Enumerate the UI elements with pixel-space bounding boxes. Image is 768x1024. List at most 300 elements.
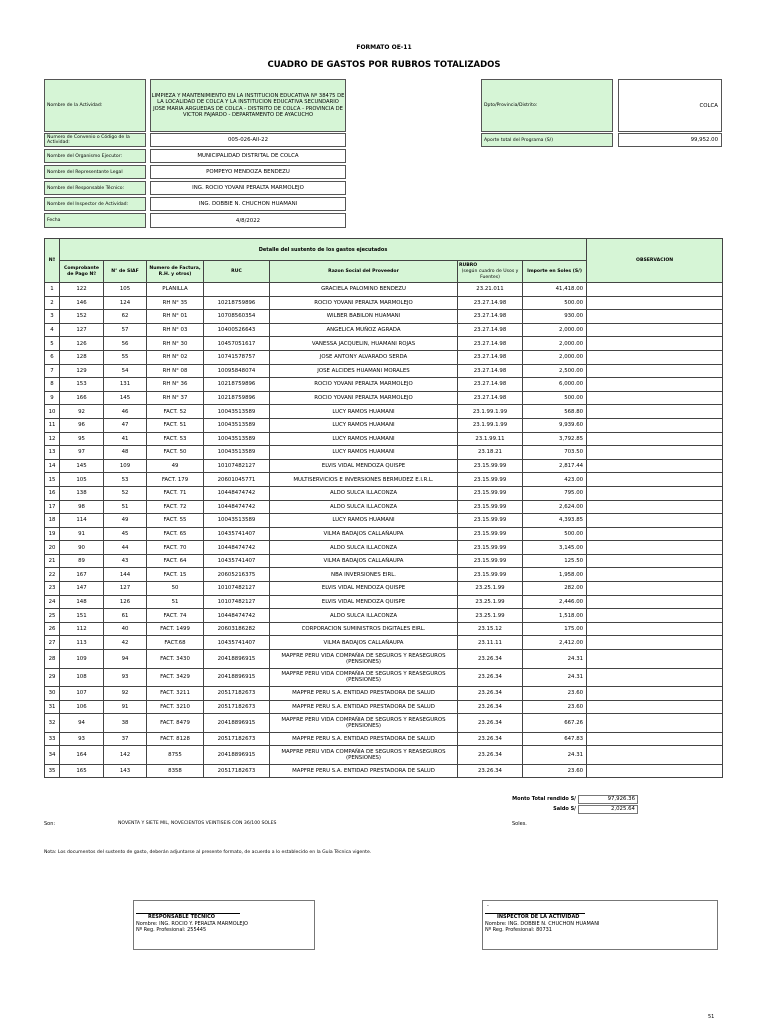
note: Nota: Los documentos del sustento de gasto, deberán adjuntarse al presente formato, de acuerdo a lo establecido en la Guía Técnica vigente.: [44, 850, 372, 855]
table-row: [45, 568, 723, 582]
cell-comprobante: 107: [60, 687, 104, 701]
signature-left-box: [133, 900, 315, 950]
cell-razon: JOSE ALCIDES HUAMANI MORALES: [270, 364, 458, 378]
cell-factura: FACT. 50: [147, 446, 204, 460]
cell-importe: 175.00: [523, 622, 587, 636]
cell-comprobante: 145: [60, 459, 104, 473]
cell-ruc: [204, 283, 270, 297]
cell-n: 2: [45, 296, 60, 310]
cell-rubro: 23.15.99.99: [458, 473, 523, 487]
signature-right-reg: Nº Reg. Profesional: 80731: [485, 927, 552, 933]
table-row: [45, 459, 723, 473]
col-importe-header: Importe en Soles (S/): [523, 261, 587, 283]
cell-importe: 24.31: [523, 668, 587, 687]
son-suffix: Soles.: [512, 821, 527, 827]
cell-comprobante: 94: [60, 714, 104, 733]
cell-comprobante: 152: [60, 310, 104, 324]
cell-observacion: [587, 391, 723, 405]
cell-rubro: 23.1.99.1.99: [458, 418, 523, 432]
table-row: [45, 310, 723, 324]
cell-razon: GRACIELA PALOMINO BENDEZU: [270, 283, 458, 297]
cell-ruc: 10043513589: [204, 446, 270, 460]
cell-n: 4: [45, 323, 60, 337]
cell-comprobante: 166: [60, 391, 104, 405]
cell-observacion: [587, 687, 723, 701]
cell-observacion: [587, 283, 723, 297]
cell-observacion: [587, 459, 723, 473]
cell-factura: FACT.68: [147, 636, 204, 650]
cell-razon: MAPFRE PERU VIDA COMPAÑIA DE SEGUROS Y REASEGUROS (PENSIONES): [270, 668, 458, 687]
cell-siaf: 41: [104, 432, 147, 446]
cell-observacion: [587, 714, 723, 733]
cell-importe: 23.60: [523, 700, 587, 714]
cell-rubro: 23.27.14.98: [458, 337, 523, 351]
cell-comprobante: 128: [60, 350, 104, 364]
cell-razon: MAPFRE PERU S.A. ENTIDAD PRESTADORA DE SALUD: [270, 732, 458, 746]
cell-rubro: 23.15.99.99: [458, 486, 523, 500]
cell-rubro: 23.26.34: [458, 746, 523, 765]
cell-observacion: [587, 337, 723, 351]
representante-label: Nombre del Representante Legal: [44, 165, 146, 179]
cell-rubro: 23.27.14.98: [458, 364, 523, 378]
cell-factura: FACT. 15: [147, 568, 204, 582]
representante-value: POMPEYO MENDOZA BENDEZU: [150, 165, 346, 179]
cell-n: 30: [45, 687, 60, 701]
cell-ruc: 20517182673: [204, 687, 270, 701]
cell-rubro: 23.27.14.98: [458, 350, 523, 364]
cell-importe: 6,000.00: [523, 378, 587, 392]
cell-ruc: 10043513589: [204, 418, 270, 432]
fecha-value: 4/8/2022: [150, 213, 346, 228]
cell-observacion: [587, 323, 723, 337]
cell-importe: 795.00: [523, 486, 587, 500]
cell-comprobante: 91: [60, 527, 104, 541]
table-row: [45, 527, 723, 541]
cell-observacion: [587, 527, 723, 541]
col-rubro-sub: (según cuadro de Usos y Fuentes): [461, 268, 519, 280]
cell-razon: MAPFRE PERU VIDA COMPAÑIA DE SEGUROS Y REASEGUROS (PENSIONES): [270, 714, 458, 733]
cell-siaf: 44: [104, 541, 147, 555]
cell-razon: MAPFRE PERU VIDA COMPAÑIA DE SEGUROS Y REASEGUROS (PENSIONES): [270, 746, 458, 765]
cell-ruc: 20603186282: [204, 622, 270, 636]
cell-n: 35: [45, 764, 60, 778]
convenio-value: 005-026-AII-22: [150, 133, 346, 147]
cell-factura: FACT. 72: [147, 500, 204, 514]
cell-ruc: 10448474742: [204, 500, 270, 514]
cell-siaf: 145: [104, 391, 147, 405]
cell-ruc: 10218759896: [204, 296, 270, 310]
cell-rubro: 23.27.14.98: [458, 310, 523, 324]
cell-ruc: 20517182673: [204, 764, 270, 778]
cell-comprobante: 126: [60, 337, 104, 351]
cell-siaf: 144: [104, 568, 147, 582]
cell-comprobante: 90: [60, 541, 104, 555]
cell-rubro: 23.15.99.99: [458, 541, 523, 555]
cell-ruc: 20418896915: [204, 650, 270, 669]
cell-factura: FACT. 55: [147, 514, 204, 528]
cell-razon: LUCY RAMOS HUAMANI: [270, 446, 458, 460]
cell-observacion: [587, 541, 723, 555]
signature-left-title: RESPONSABLE TECNICO: [148, 914, 216, 920]
cell-importe: 2,500.00: [523, 364, 587, 378]
cell-rubro: 23.26.34: [458, 687, 523, 701]
table-row: [45, 486, 723, 500]
cell-rubro: 23.15.99.99: [458, 568, 523, 582]
cell-siaf: 42: [104, 636, 147, 650]
cell-ruc: 20517182673: [204, 732, 270, 746]
cell-razon: ALDO SULCA ILLACONZA: [270, 500, 458, 514]
cell-razon: ELVIS VIDAL MENDOZA QUISPE: [270, 582, 458, 596]
activity-label: Nombre de la Actividad:: [44, 79, 146, 132]
cell-ruc: 10043513589: [204, 514, 270, 528]
table-row: [45, 514, 723, 528]
cell-rubro: 23.15.12: [458, 622, 523, 636]
cell-razon: ALDO SULCA ILLACONZA: [270, 486, 458, 500]
cell-observacion: [587, 746, 723, 765]
cell-importe: 23.60: [523, 764, 587, 778]
cell-factura: RH N° 03: [147, 323, 204, 337]
cell-razon: LUCY RAMOS HUAMANI: [270, 418, 458, 432]
cell-observacion: [587, 296, 723, 310]
cell-observacion: [587, 668, 723, 687]
cell-factura: RH N° 08: [147, 364, 204, 378]
cell-importe: 3,792.85: [523, 432, 587, 446]
cell-factura: FACT. 3429: [147, 668, 204, 687]
cell-factura: FACT. 8479: [147, 714, 204, 733]
table-row: [45, 746, 723, 765]
cell-siaf: 91: [104, 700, 147, 714]
cell-observacion: [587, 350, 723, 364]
cell-importe: 568.80: [523, 405, 587, 419]
cell-comprobante: 92: [60, 405, 104, 419]
table-row: [45, 700, 723, 714]
cell-ruc: 10400526643: [204, 323, 270, 337]
monto-total-label: Monto Total rendido S/: [512, 796, 576, 802]
saldo-value: 2,025.64: [578, 805, 638, 814]
cell-comprobante: 164: [60, 746, 104, 765]
cell-comprobante: 151: [60, 609, 104, 623]
cell-importe: 282.00: [523, 582, 587, 596]
cell-siaf: 93: [104, 668, 147, 687]
cell-factura: FACT. 3430: [147, 650, 204, 669]
cell-observacion: [587, 568, 723, 582]
cell-n: 9: [45, 391, 60, 405]
format-code: FORMATO OE-11: [356, 44, 412, 51]
cell-ruc: 10435741407: [204, 636, 270, 650]
cell-comprobante: 147: [60, 582, 104, 596]
cell-factura: PLANILLA: [147, 283, 204, 297]
cell-importe: 1,518.00: [523, 609, 587, 623]
cell-siaf: 124: [104, 296, 147, 310]
cell-ruc: 10218759896: [204, 378, 270, 392]
cell-observacion: [587, 514, 723, 528]
cell-n: 6: [45, 350, 60, 364]
expenses-table: [44, 238, 723, 778]
cell-comprobante: 113: [60, 636, 104, 650]
cell-importe: 1,958.00: [523, 568, 587, 582]
monto-total-value: 97,926.36: [578, 795, 638, 804]
aporte-value: 99,952.00: [618, 133, 722, 147]
cell-razon: LUCY RAMOS HUAMANI: [270, 405, 458, 419]
cell-rubro: 23.15.99.99: [458, 554, 523, 568]
cell-factura: FACT. 70: [147, 541, 204, 555]
cell-importe: 500.00: [523, 296, 587, 310]
cell-razon: JOSE ANTONY ALVARADO SERDA: [270, 350, 458, 364]
cell-razon: MAPFRE PERU VIDA COMPAÑIA DE SEGUROS Y REASEGUROS (PENSIONES): [270, 650, 458, 669]
cell-rubro: 23.15.99.99: [458, 527, 523, 541]
col-ruc-header: RUC: [204, 261, 270, 283]
cell-razon: ROCIO YOVANI PERALTA MARMOLEJO: [270, 378, 458, 392]
cell-n: 1: [45, 283, 60, 297]
cell-rubro: 23.25.1.99: [458, 595, 523, 609]
cell-n: 21: [45, 554, 60, 568]
cell-factura: FACT. 65: [147, 527, 204, 541]
cell-siaf: 51: [104, 500, 147, 514]
fecha-label: Fecha: [44, 213, 146, 228]
cell-razon: MULTISERVICIOS E INVERSIONES BERMUDEZ E.I.R.L.: [270, 473, 458, 487]
cell-razon: MAPFRE PERU S.A. ENTIDAD PRESTADORA DE SALUD: [270, 764, 458, 778]
page-number: 51: [708, 1014, 715, 1020]
cell-rubro: 23.26.34: [458, 668, 523, 687]
cell-importe: 23.60: [523, 687, 587, 701]
cell-n: 18: [45, 514, 60, 528]
cell-siaf: 49: [104, 514, 147, 528]
table-row: [45, 405, 723, 419]
cell-rubro: 23.25.1.99: [458, 582, 523, 596]
cell-comprobante: 105: [60, 473, 104, 487]
cell-factura: RH N° 37: [147, 391, 204, 405]
cell-importe: 2,412.00: [523, 636, 587, 650]
table-row: [45, 636, 723, 650]
cell-n: 3: [45, 310, 60, 324]
table-row: [45, 582, 723, 596]
cell-factura: FACT. 1499: [147, 622, 204, 636]
cell-importe: 2,000.00: [523, 350, 587, 364]
table-row: [45, 500, 723, 514]
cell-siaf: 37: [104, 732, 147, 746]
cell-rubro: 23.26.34: [458, 650, 523, 669]
saldo-label: Saldo S/: [553, 806, 576, 812]
cell-rubro: 23.26.34: [458, 700, 523, 714]
cell-factura: FACT. 51: [147, 418, 204, 432]
cell-rubro: 23.1.99.1.99: [458, 405, 523, 419]
cell-siaf: 62: [104, 310, 147, 324]
cell-comprobante: 93: [60, 732, 104, 746]
cell-rubro: 23.26.34: [458, 764, 523, 778]
cell-n: 12: [45, 432, 60, 446]
cell-importe: 423.00: [523, 473, 587, 487]
signature-right-name: Nombre: ING. DOBBIE N. CHUCHON HUAMANI: [485, 921, 600, 927]
organismo-label: Nombre del Organismo Ejecutor:: [44, 149, 146, 163]
cell-factura: 49: [147, 459, 204, 473]
cell-observacion: [587, 764, 723, 778]
cell-n: 10: [45, 405, 60, 419]
cell-razon: ALDO SULCA ILLACONZA: [270, 609, 458, 623]
cell-ruc: 20517182673: [204, 700, 270, 714]
cell-comprobante: 89: [60, 554, 104, 568]
cell-observacion: [587, 418, 723, 432]
table-row: [45, 650, 723, 669]
cell-rubro: 23.21.011: [458, 283, 523, 297]
cell-ruc: 10043513589: [204, 405, 270, 419]
cell-comprobante: 98: [60, 500, 104, 514]
cell-n: 26: [45, 622, 60, 636]
cell-comprobante: 109: [60, 650, 104, 669]
cell-siaf: 131: [104, 378, 147, 392]
cell-rubro: 23.26.34: [458, 732, 523, 746]
cell-siaf: 38: [104, 714, 147, 733]
cell-siaf: 105: [104, 283, 147, 297]
cell-factura: RH N° 01: [147, 310, 204, 324]
cell-ruc: 10448474742: [204, 486, 270, 500]
responsable-label: Nombre del Responsable Técnico:: [44, 181, 146, 195]
cell-factura: FACT. 64: [147, 554, 204, 568]
cell-siaf: 57: [104, 323, 147, 337]
cell-factura: RH N° 02: [147, 350, 204, 364]
cell-n: 32: [45, 714, 60, 733]
cell-razon: ANGELICA MUÑOZ AGRADA: [270, 323, 458, 337]
cell-observacion: [587, 500, 723, 514]
cell-observacion: [587, 609, 723, 623]
cell-importe: 930.00: [523, 310, 587, 324]
cell-importe: 2,446.00: [523, 595, 587, 609]
cell-comprobante: 146: [60, 296, 104, 310]
table-row: [45, 609, 723, 623]
cell-siaf: 109: [104, 459, 147, 473]
cell-siaf: 56: [104, 337, 147, 351]
cell-siaf: 61: [104, 609, 147, 623]
table-row: [45, 732, 723, 746]
cell-razon: LUCY RAMOS HUAMANI: [270, 432, 458, 446]
cell-n: 17: [45, 500, 60, 514]
table-row: [45, 391, 723, 405]
cell-ruc: 10043513589: [204, 432, 270, 446]
cell-razon: MAPFRE PERU S.A. ENTIDAD PRESTADORA DE SALUD: [270, 687, 458, 701]
cell-factura: FACT. 74: [147, 609, 204, 623]
table-row: [45, 337, 723, 351]
table-row: [45, 418, 723, 432]
cell-rubro: 23.18.21: [458, 446, 523, 460]
col-factura-header: Numero de Factura, R.H. y otros): [147, 261, 204, 283]
cell-n: 34: [45, 746, 60, 765]
col-comprobante-header: Comprobante de Pago Nº: [60, 261, 104, 283]
table-row: [45, 668, 723, 687]
detalle-header: Detalle del sustento de los gastos ejecutados: [60, 239, 587, 261]
cell-observacion: [587, 732, 723, 746]
inspector-label: Nombre del Inspector de Actividad:: [44, 197, 146, 211]
cell-factura: 8755: [147, 746, 204, 765]
cell-razon: ROCIO YOVANI PERALTA MARMOLEJO: [270, 391, 458, 405]
cell-factura: FACT. 3210: [147, 700, 204, 714]
organismo-value: MUNICIPALIDAD DISTRITAL DE COLCA: [150, 149, 346, 163]
cell-importe: 2,000.00: [523, 337, 587, 351]
cell-ruc: 20605216375: [204, 568, 270, 582]
cell-ruc: 10708560354: [204, 310, 270, 324]
cell-ruc: 10095848074: [204, 364, 270, 378]
cell-rubro: 23.1.99.11: [458, 432, 523, 446]
cell-observacion: [587, 636, 723, 650]
son-label: Son:: [44, 821, 56, 827]
col-rubro-header: [458, 261, 523, 283]
table-row: [45, 296, 723, 310]
cell-siaf: 45: [104, 527, 147, 541]
cell-n: 29: [45, 668, 60, 687]
cell-observacion: [587, 700, 723, 714]
cell-ruc: 20418896915: [204, 714, 270, 733]
cell-importe: 4,393.85: [523, 514, 587, 528]
table-row: [45, 473, 723, 487]
cell-observacion: [587, 310, 723, 324]
table-row: [45, 541, 723, 555]
cell-ruc: 10107482127: [204, 459, 270, 473]
cell-factura: FACT. 179: [147, 473, 204, 487]
cell-ruc: 10448474742: [204, 609, 270, 623]
son-text: NOVENTA Y SIETE MIL, NOVECIENTOS VEINTISEIS CON 36/100 SOLES: [118, 821, 277, 826]
cell-ruc: 10741578757: [204, 350, 270, 364]
table-row: [45, 554, 723, 568]
cell-razon: LUCY RAMOS HUAMANI: [270, 514, 458, 528]
cell-siaf: 54: [104, 364, 147, 378]
cell-observacion: [587, 405, 723, 419]
cell-comprobante: 106: [60, 700, 104, 714]
cell-n: 13: [45, 446, 60, 460]
cell-rubro: 23.27.14.98: [458, 378, 523, 392]
cell-rubro: 23.25.1.99: [458, 609, 523, 623]
cell-ruc: 20418896915: [204, 668, 270, 687]
cell-comprobante: 153: [60, 378, 104, 392]
cell-rubro: 23.15.99.99: [458, 500, 523, 514]
table-row: [45, 323, 723, 337]
cell-n: 11: [45, 418, 60, 432]
cell-ruc: 10448474742: [204, 541, 270, 555]
cell-ruc: 10435741407: [204, 554, 270, 568]
table-row: [45, 378, 723, 392]
cell-comprobante: 114: [60, 514, 104, 528]
table-row: [45, 622, 723, 636]
cell-importe: 2,817.44: [523, 459, 587, 473]
cell-observacion: [587, 554, 723, 568]
cell-ruc: 10435741407: [204, 527, 270, 541]
signature-right-title: INSPECTOR DE LA ACTIVIDAD: [497, 914, 580, 920]
cell-n: 14: [45, 459, 60, 473]
cell-n: 24: [45, 595, 60, 609]
cell-importe: 3,145.00: [523, 541, 587, 555]
cell-comprobante: 95: [60, 432, 104, 446]
cell-comprobante: 138: [60, 486, 104, 500]
cell-comprobante: 108: [60, 668, 104, 687]
cell-siaf: 47: [104, 418, 147, 432]
cell-comprobante: 112: [60, 622, 104, 636]
cell-comprobante: 148: [60, 595, 104, 609]
table-row: [45, 446, 723, 460]
cell-factura: FACT. 52: [147, 405, 204, 419]
cell-observacion: [587, 595, 723, 609]
cell-siaf: 53: [104, 473, 147, 487]
cell-n: 22: [45, 568, 60, 582]
cell-importe: 703.50: [523, 446, 587, 460]
table-row: [45, 714, 723, 733]
dpto-value: COLCA: [618, 79, 722, 132]
cell-importe: 500.00: [523, 527, 587, 541]
cell-rubro: 23.27.14.98: [458, 391, 523, 405]
table-row: [45, 764, 723, 778]
cell-n: 7: [45, 364, 60, 378]
cell-razon: NBA INVERSIONES EIRL.: [270, 568, 458, 582]
obs-header: OBSERVACION: [587, 239, 723, 283]
col-rubro-title: RUBRO: [459, 262, 478, 268]
cell-observacion: [587, 446, 723, 460]
cell-importe: 2,624.00: [523, 500, 587, 514]
